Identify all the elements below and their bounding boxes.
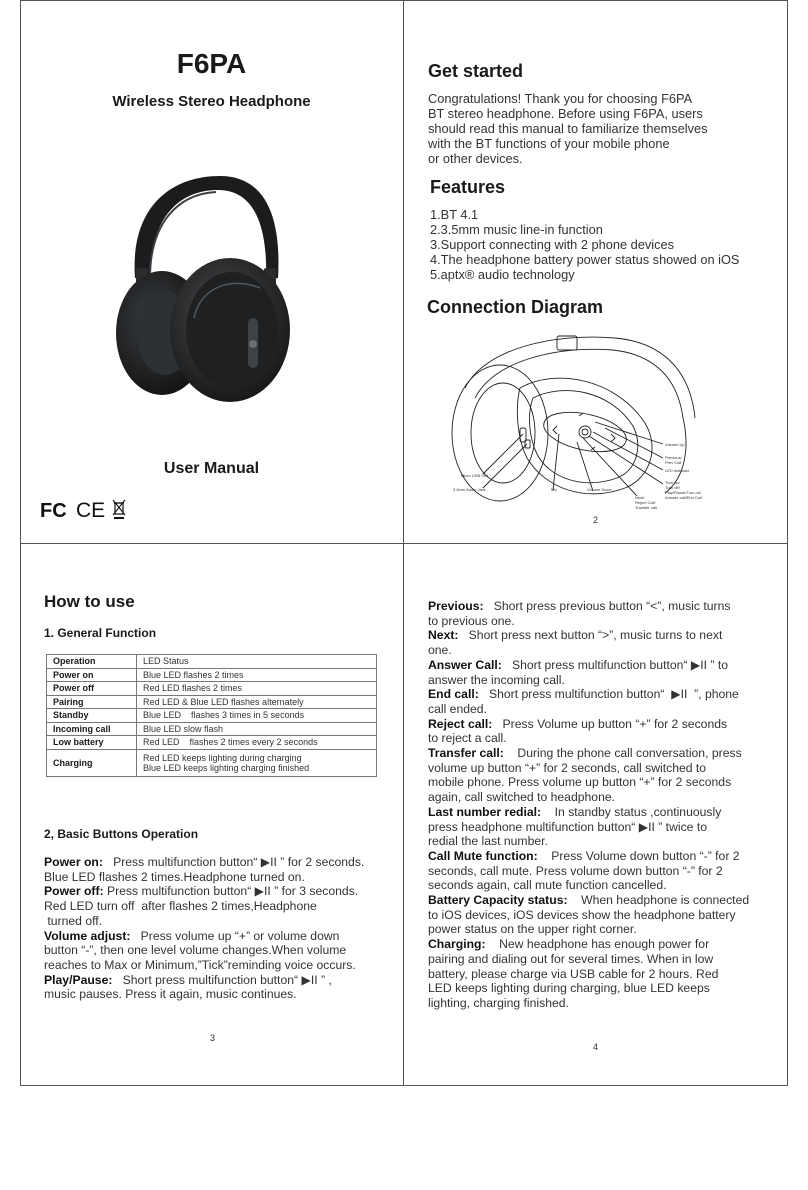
page-number-3: 3	[210, 1033, 216, 1043]
instruction-item	[428, 628, 778, 657]
product-subtitle: Wireless Stereo Headphone	[112, 93, 311, 110]
instruction-line: Press Volume down button “-” for 2	[551, 848, 740, 863]
instruction-line: lighting, charging finished.	[428, 995, 569, 1010]
instruction-line: Press multifunction button“ ▶II ” for 3 seconds.	[106, 884, 359, 899]
basic-buttons-body	[44, 855, 394, 1002]
instruction-line: to iOS devices, iOS devices show the headphone battery	[428, 907, 736, 922]
operation-cell: Pairing	[47, 695, 137, 709]
instruction-line: Short press previous button “<”, music turns	[493, 599, 731, 613]
instruction-label: Charging:	[428, 937, 486, 952]
operation-cell: Operation	[47, 655, 137, 669]
instruction-line: answer the incoming call.	[428, 672, 565, 687]
general-function-heading: 1. General Function	[44, 626, 157, 640]
previous-label: Previous/	[665, 455, 682, 460]
instruction-line: Red LED turn off after flashes 2 times,Headphone	[44, 899, 317, 914]
instruction-item	[44, 973, 394, 1002]
led-status-table	[46, 654, 377, 777]
intro-line: BT stereo headphone. Before using F6PA, users	[428, 106, 703, 121]
button-functions-body	[428, 599, 778, 1011]
instruction-label: Next:	[428, 628, 459, 643]
instruction-label: Volume adjust:	[44, 928, 131, 943]
instruction-line: LED keeps lighting during charging, blue LED keeps	[428, 981, 710, 996]
intro-line: Congratulations! Thank you for choosing F6PA	[428, 91, 693, 106]
ce-logo	[76, 498, 108, 520]
instruction-line: volume up button “+” for 2 seconds, call switched to	[428, 760, 707, 775]
instruction-line: reaches to Max or Minimum,”Tick”reminding voice occurs.	[44, 957, 356, 972]
instruction-item	[44, 929, 394, 973]
instruction-item	[428, 599, 778, 628]
status-cell	[137, 749, 377, 776]
volume-up-label: Volume Up	[665, 442, 685, 447]
table-row	[47, 655, 377, 669]
instruction-item	[428, 805, 778, 849]
instruction-line: to reject a call.	[428, 731, 507, 746]
basic-buttons-heading: 2, Basic Buttons Operation	[44, 827, 199, 841]
status-line: Blue LED keeps lighting charging finished	[143, 762, 310, 773]
instruction-line: Press volume up “+” or volume down	[140, 928, 340, 943]
led-indicator-label: LED Indicator	[665, 468, 690, 473]
feature-item: 1.BT 4.1	[430, 207, 479, 222]
instruction-label: Power off:	[44, 884, 104, 899]
instruction-line: mobile phone. Press volume up button “+” for 2 seconds	[428, 775, 732, 790]
intro-line: should read this manual to familiarize themselves	[428, 121, 708, 136]
feature-item: 5.aptx® audio technology	[430, 267, 575, 282]
instruction-item	[428, 658, 778, 687]
page-number-2: 2	[593, 515, 599, 525]
answer-end-label: Answer call/End Call	[665, 495, 702, 500]
instruction-item	[428, 746, 778, 805]
instruction-line: Blue LED flashes 2 times.Headphone turned on.	[44, 869, 305, 884]
instruction-label: Transfer call:	[428, 746, 504, 761]
operation-cell: Low battery	[47, 736, 137, 750]
instruction-item	[428, 937, 778, 1011]
instruction-item	[428, 893, 778, 937]
instruction-line: Short press multifunction button“ ▶II ” to	[512, 657, 728, 672]
instruction-line: turned off.	[44, 913, 103, 928]
instruction-line: Short press next button “>”, music turns to next	[468, 628, 723, 643]
instruction-item	[428, 849, 778, 893]
volume-down-label: Volume Down	[587, 487, 612, 492]
audio-jack-label: 3.5mm Audio Jack	[453, 487, 486, 492]
horizontal-divider	[20, 543, 788, 544]
operation-cell: Incoming call	[47, 722, 137, 736]
instruction-line: one.	[428, 643, 452, 658]
connection-diagram-title: Connection Diagram	[427, 297, 604, 317]
status-cell: Red LED flashes 2 times	[137, 682, 377, 696]
user-manual-title: User Manual	[163, 460, 260, 477]
instruction-line: Short press multifunction button“ ▶II ”, phone	[488, 687, 739, 702]
instruction-line: button “-”, then one level volume changes.When volume	[44, 943, 347, 958]
headphone-photo	[110, 168, 295, 413]
transfer-call-label: Transfer call	[635, 505, 657, 510]
fcc-logo	[40, 498, 72, 520]
intro-line: with the BT functions of your mobile phone	[428, 136, 670, 151]
fcc-mark-text: FC	[40, 500, 67, 520]
status-cell: LED Status	[137, 655, 377, 669]
operation-cell: Standby	[47, 709, 137, 723]
feature-item: 3.Support connecting with 2 phone devices	[430, 237, 675, 252]
instruction-line: again, call switched to headphone.	[428, 790, 616, 805]
table-row	[47, 736, 377, 750]
instruction-line: seconds again, call mute function cancelled.	[428, 878, 667, 893]
table-row	[47, 709, 377, 723]
ce-mark-text: CE	[76, 499, 106, 520]
certification-marks	[40, 497, 126, 521]
instruction-label: Last number redial:	[428, 804, 542, 819]
instruction-line: battery, please charge via USB cable for 2 hours. Red	[428, 966, 719, 981]
table-row	[47, 749, 377, 776]
intro-line: or other devices.	[428, 151, 523, 166]
status-cell: Red LED flashes 2 times every 2 seconds	[137, 736, 377, 750]
turn-off-label: Turn off/	[665, 485, 680, 490]
instruction-line: call ended.	[428, 701, 487, 716]
instruction-item	[428, 717, 778, 746]
status-cell: Blue LED flashes 2 times	[137, 668, 377, 682]
instruction-line: Short press multifunction button“ ▶II ” ,	[122, 972, 332, 987]
instruction-line: When headphone is connected	[581, 893, 750, 908]
connection-diagram	[445, 328, 715, 513]
table-row	[47, 682, 377, 696]
micro-usb-label: Micro USB Slot	[461, 473, 489, 478]
operation-cell: Charging	[47, 749, 137, 776]
operation-cell: Power on	[47, 668, 137, 682]
how-to-use-title: How to use	[44, 592, 135, 611]
turn-on-label: Turn on/	[665, 480, 680, 485]
mic-label: Mic	[551, 487, 558, 492]
reject-call-label: Reject Call/	[635, 500, 656, 505]
feature-item: 2.3.5mm music line-in function	[430, 222, 603, 237]
operation-cell: Power off	[47, 682, 137, 696]
instruction-line: During the phone call conversation, press	[517, 746, 742, 761]
instruction-item	[44, 855, 394, 884]
status-cell: Blue LED slow flash	[137, 722, 377, 736]
instruction-line: New headphone has enough power for	[499, 937, 710, 952]
table-row	[47, 695, 377, 709]
status-cell: Blue LED flashes 3 times in 5 seconds	[137, 709, 377, 723]
features-title: Features	[430, 177, 506, 197]
instruction-line: pairing and dialing out for several times. When in low	[428, 951, 714, 966]
instruction-line: seconds, call mute. Press volume down button “-” for 2	[428, 863, 723, 878]
table-row	[47, 722, 377, 736]
instruction-label: End call:	[428, 687, 479, 702]
page-number-4: 4	[593, 1042, 599, 1052]
instruction-line: redial the last number.	[428, 834, 548, 849]
model-title: F6PA	[176, 48, 247, 79]
instruction-line: music pauses. Press it again, music continues.	[44, 987, 297, 1002]
instruction-label: Battery Capacity status:	[428, 893, 568, 908]
instruction-line: to previous one.	[428, 613, 515, 628]
weee-bin-icon	[112, 498, 126, 520]
intro-paragraph	[428, 91, 708, 166]
instruction-line: Press Volume up button “+” for 2 seconds	[502, 716, 728, 731]
instruction-label: Answer Call:	[428, 657, 502, 672]
instruction-label: Call Mute function:	[428, 848, 538, 863]
instruction-label: Play/Pause:	[44, 972, 113, 987]
instruction-line: power status on the upper right corner.	[428, 922, 637, 937]
instruction-item	[44, 884, 394, 928]
instruction-line: Press multifunction button“ ▶II ” for 2 seconds.	[113, 855, 365, 869]
status-cell: Red LED & Blue LED flashes alternately	[137, 695, 377, 709]
instruction-line: press headphone multifunction button“ ▶II ” twice to	[428, 819, 708, 834]
play-pause-label: Play/Pause/Turn on/	[665, 490, 702, 495]
features-list	[430, 207, 739, 282]
status-line: Red LED keeps lighting during charging	[143, 752, 302, 763]
prev-call-label: Prev Call	[665, 460, 682, 465]
next-label: Next/	[635, 495, 645, 500]
feature-item: 4.The headphone battery power status showed on iOS	[430, 252, 740, 267]
instruction-label: Power on:	[44, 855, 103, 869]
instruction-label: Previous:	[428, 599, 484, 613]
instruction-line: In standby status ,continuously	[554, 804, 722, 819]
table-row	[47, 668, 377, 682]
instruction-item	[428, 687, 778, 716]
get-started-title: Get started	[428, 61, 524, 81]
instruction-label: Reject call:	[428, 716, 493, 731]
